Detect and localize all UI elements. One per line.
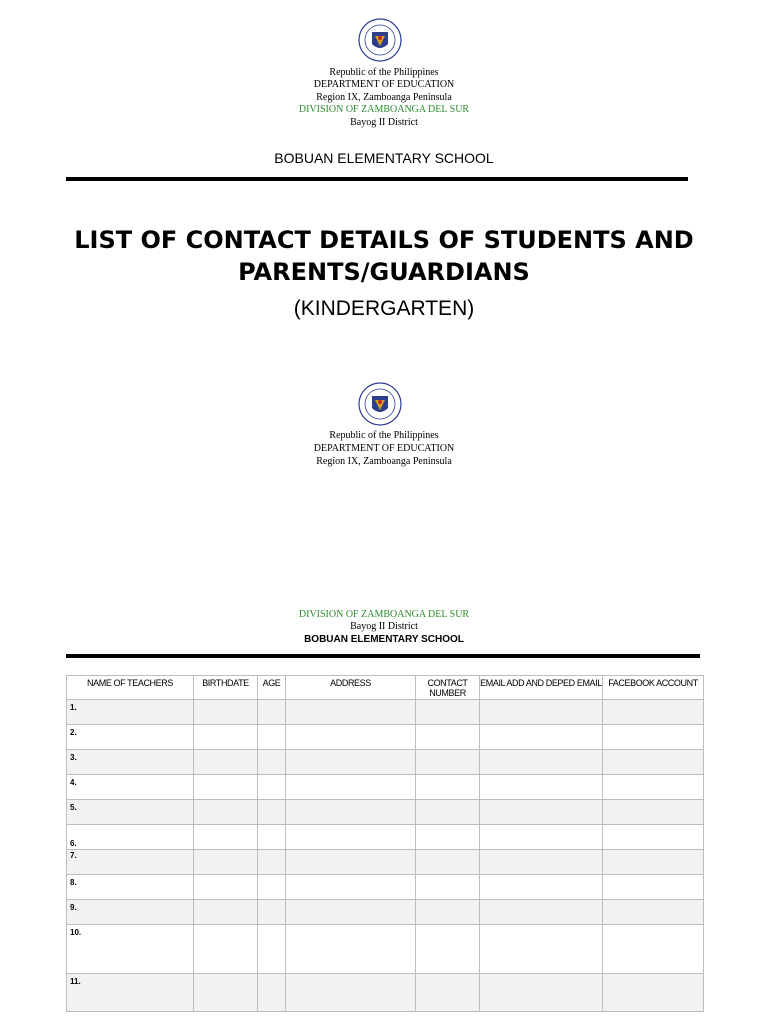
table-cell[interactable] <box>603 925 704 974</box>
table-cell[interactable] <box>258 800 286 825</box>
table-cell[interactable] <box>480 974 603 1012</box>
table-cell[interactable] <box>416 974 480 1012</box>
header-republic: Republic of the Philippines <box>329 67 439 78</box>
deped-seal-icon <box>358 382 402 426</box>
table-cell[interactable] <box>258 875 286 900</box>
deped-seal-icon <box>358 18 402 62</box>
table-cell[interactable] <box>286 900 416 925</box>
column-header: BIRTHDATE <box>194 676 258 700</box>
table-cell[interactable] <box>286 825 416 850</box>
table-row <box>67 925 704 974</box>
table-cell[interactable] <box>480 925 603 974</box>
table-cell[interactable] <box>603 900 704 925</box>
header-district: Bayog II District <box>350 117 418 128</box>
row-number: 9. <box>70 903 77 912</box>
table-cell[interactable] <box>258 750 286 775</box>
table-cell[interactable] <box>286 800 416 825</box>
header-region: Region IX, Zamboanga Peninsula <box>316 92 452 103</box>
column-header: AGE <box>258 676 286 700</box>
row-number: 1. <box>70 703 77 712</box>
table-cell[interactable] <box>480 875 603 900</box>
table-row <box>67 800 704 825</box>
row-number: 8. <box>70 878 77 887</box>
table-cell[interactable] <box>416 775 480 800</box>
page-title-line2: PARENTS/GUARDIANS <box>238 258 530 286</box>
table-row <box>67 875 704 900</box>
column-header: CONTACT NUMBER <box>416 676 480 700</box>
row-number: 10. <box>70 928 82 937</box>
table-cell[interactable] <box>416 925 480 974</box>
table-cell[interactable] <box>603 725 704 750</box>
table-cell[interactable] <box>480 800 603 825</box>
table-cell[interactable] <box>416 750 480 775</box>
header-department: DEPARTMENT OF EDUCATION <box>313 443 455 454</box>
column-header: FACEBOOK ACCOUNT <box>603 676 704 700</box>
table-cell[interactable] <box>286 725 416 750</box>
table-cell[interactable] <box>194 750 258 775</box>
row-number: 6. <box>70 839 77 848</box>
table-cell[interactable] <box>603 700 704 725</box>
school-name: BOBUAN ELEMENTARY SCHOOL <box>304 634 464 645</box>
table-cell[interactable] <box>194 900 258 925</box>
row-number: 7. <box>70 851 77 860</box>
row-number: 2. <box>70 728 77 737</box>
table-cell[interactable] <box>480 700 603 725</box>
header-republic: Republic of the Philippines <box>329 430 439 441</box>
table-cell[interactable] <box>603 974 704 1012</box>
table-cell[interactable] <box>194 850 258 875</box>
table-cell[interactable] <box>286 700 416 725</box>
header-divider <box>66 654 700 658</box>
table-row <box>67 825 704 850</box>
table-cell[interactable] <box>194 800 258 825</box>
table-cell[interactable] <box>194 725 258 750</box>
table-cell[interactable] <box>416 800 480 825</box>
table-cell[interactable] <box>416 825 480 850</box>
table-cell[interactable] <box>258 825 286 850</box>
table-cell[interactable] <box>480 850 603 875</box>
table-cell[interactable] <box>480 825 603 850</box>
row-number: 4. <box>70 778 77 787</box>
table-cell[interactable] <box>480 900 603 925</box>
table-cell[interactable] <box>258 974 286 1012</box>
table-cell[interactable] <box>286 750 416 775</box>
header-division: DIVISION OF ZAMBOANGA DEL SUR <box>298 609 470 620</box>
table-cell[interactable] <box>258 700 286 725</box>
table-cell[interactable] <box>286 875 416 900</box>
table-cell[interactable] <box>603 850 704 875</box>
row-number: 5. <box>70 803 77 812</box>
table-cell[interactable] <box>286 850 416 875</box>
table-cell[interactable] <box>194 825 258 850</box>
header-district: Bayog II District <box>350 621 418 632</box>
table-row <box>67 750 704 775</box>
table-cell[interactable] <box>258 900 286 925</box>
table-cell[interactable] <box>603 875 704 900</box>
table-cell[interactable] <box>258 725 286 750</box>
page-subtitle: (KINDERGARTEN) <box>293 297 475 320</box>
table-row <box>67 700 704 725</box>
table-cell[interactable] <box>480 725 603 750</box>
table-cell[interactable] <box>603 750 704 775</box>
contact-table <box>66 675 704 1012</box>
table-cell[interactable] <box>194 700 258 725</box>
table-cell[interactable] <box>258 775 286 800</box>
header-region: Region IX, Zamboanga Peninsula <box>316 456 452 467</box>
table-row <box>67 974 704 1012</box>
header-department: DEPARTMENT OF EDUCATION <box>313 79 455 90</box>
table-cell[interactable] <box>603 825 704 850</box>
table-cell[interactable] <box>416 875 480 900</box>
column-header: NAME OF TEACHERS <box>67 676 194 700</box>
row-number: 11. <box>70 977 81 986</box>
table-cell[interactable] <box>258 850 286 875</box>
table-header-row <box>67 676 704 700</box>
table-cell[interactable] <box>258 925 286 974</box>
table-cell[interactable] <box>416 725 480 750</box>
table-cell[interactable] <box>286 925 416 974</box>
page-title-line1: LIST OF CONTACT DETAILS OF STUDENTS AND <box>74 226 694 254</box>
school-name: BOBUAN ELEMENTARY SCHOOL <box>274 150 494 166</box>
table-cell[interactable] <box>194 925 258 974</box>
table-cell[interactable] <box>286 775 416 800</box>
column-header: ADDRESS <box>286 676 416 700</box>
table-cell[interactable] <box>416 700 480 725</box>
header-division: DIVISION OF ZAMBOANGA DEL SUR <box>298 104 470 115</box>
table-cell[interactable] <box>286 974 416 1012</box>
table-cell[interactable] <box>480 750 603 775</box>
table-row <box>67 725 704 750</box>
table-cell[interactable] <box>603 800 704 825</box>
header-divider <box>66 177 688 181</box>
column-header: EMAIL ADD AND DEPED EMAIL <box>480 676 603 700</box>
table-cell[interactable] <box>416 900 480 925</box>
table-row <box>67 900 704 925</box>
row-number: 3. <box>70 753 77 762</box>
table-cell[interactable] <box>480 775 603 800</box>
table-cell[interactable] <box>194 974 258 1012</box>
table-row <box>67 775 704 800</box>
table-cell[interactable] <box>194 875 258 900</box>
table-cell[interactable] <box>194 775 258 800</box>
table-cell[interactable] <box>603 775 704 800</box>
table-cell[interactable] <box>416 850 480 875</box>
table-row <box>67 850 704 875</box>
